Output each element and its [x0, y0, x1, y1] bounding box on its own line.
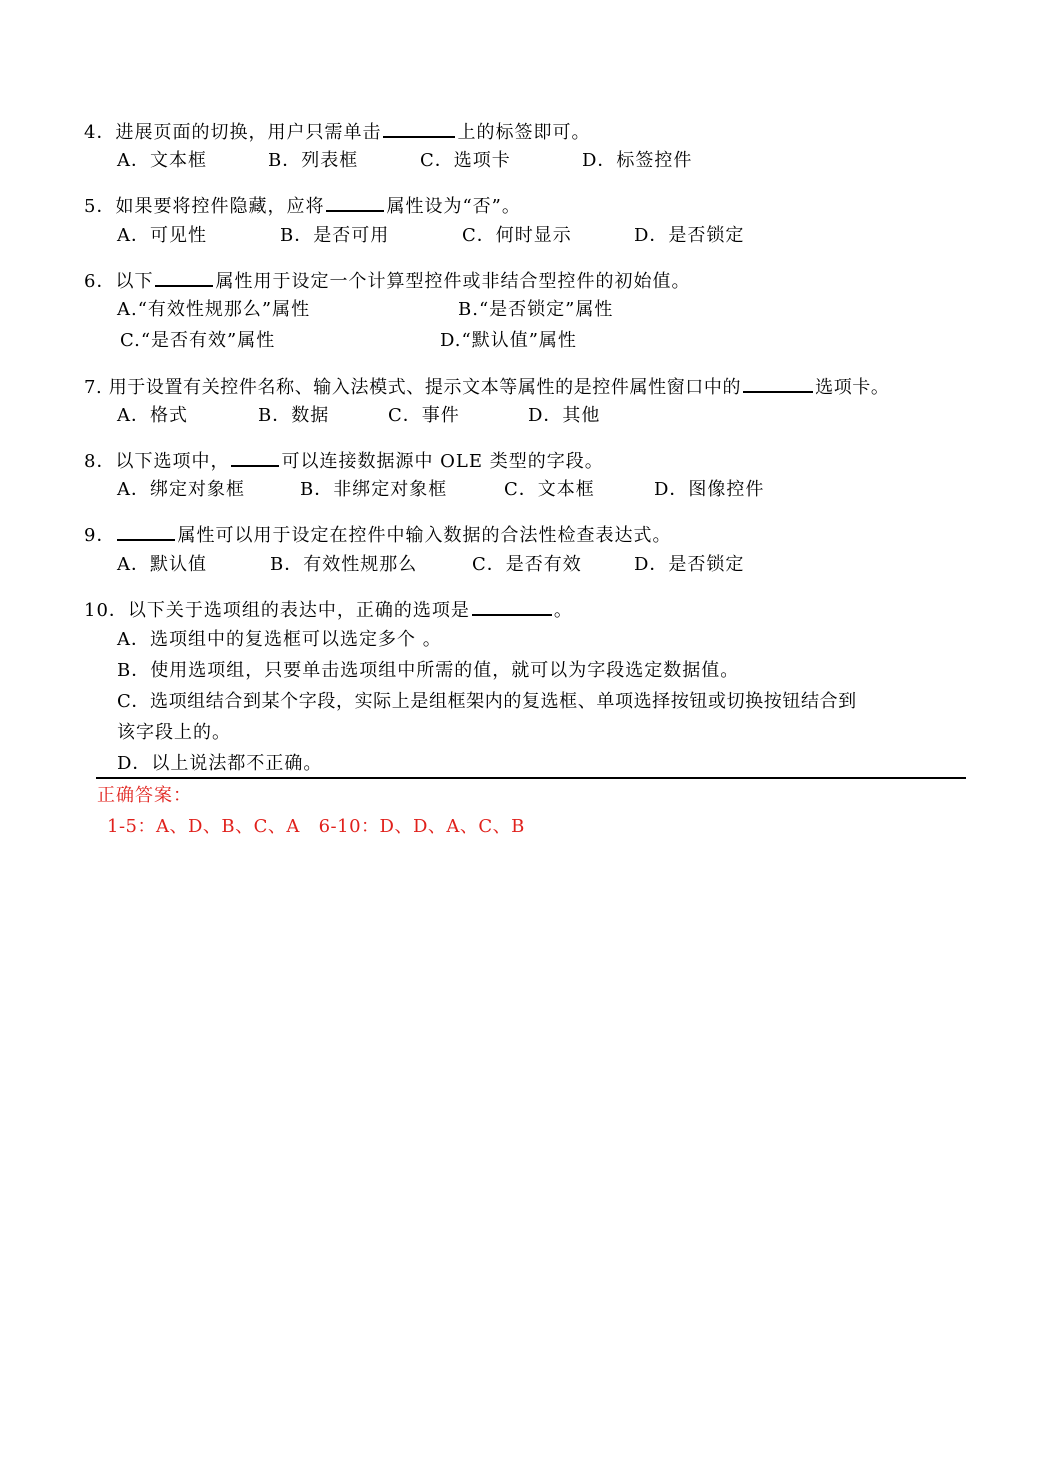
answer-key: 1-5：A、D、B、C、A 6-10：D、D、A、C、B [107, 816, 525, 837]
question-8-option-c: C．文本框 [504, 479, 595, 500]
question-7-option-c: C．事件 [388, 405, 460, 426]
question-stem-text: 属性设为“否”。 [386, 196, 521, 217]
question-9-option-b: B．有效性规那么 [270, 554, 418, 575]
question-9-stem [84, 521, 671, 548]
question-stem-text: 。 [553, 600, 573, 621]
answer-divider [96, 777, 966, 779]
question-stem-text: 4．进展页面的切换，用户只需单击 [84, 122, 382, 143]
question-stem-text: 7. 用于设置有关控件名称、输入法模式、提示文本等属性的是控件属性窗口中的 [84, 377, 742, 398]
question-stem-text: 9． [84, 525, 116, 546]
question-10-option-c: C．选项组结合到某个字段，实际上是组框架内的复选框、单项选择按钮或切换按钮结合到 [117, 691, 857, 712]
question-6-option-c: C.“是否有效”属性 [120, 330, 276, 351]
question-4-option-a: A．文本框 [117, 150, 207, 171]
question-4-option-b: B．列表框 [268, 150, 359, 171]
question-8-stem [84, 447, 604, 474]
question-8-option-b: B．非绑定对象框 [300, 479, 448, 500]
question-5-option-a: A．可见性 [117, 225, 207, 246]
answer-blank [326, 192, 384, 212]
question-stem-text: 属性可以用于设定在控件中输入数据的合法性检查表达式。 [177, 525, 672, 546]
question-5-option-d: D．是否锁定 [634, 225, 745, 246]
question-6-stem [84, 267, 690, 294]
question-6-option-a: A.“有效性规那么”属性 [117, 299, 311, 320]
answer-blank [231, 447, 279, 467]
answer-blank [155, 267, 213, 287]
question-6-option-d: D.“默认值”属性 [440, 330, 577, 351]
question-9-option-a: A．默认值 [117, 554, 207, 575]
answer-blank [383, 118, 455, 138]
question-5-stem [84, 192, 521, 219]
answer-heading: 正确答案： [97, 785, 192, 806]
question-9-option-d: D．是否锁定 [634, 554, 745, 575]
question-10-option-a: A．选项组中的复选框可以选定多个 。 [117, 629, 442, 650]
question-7-option-d: D．其他 [528, 405, 601, 426]
question-stem-text: 10．以下关于选项组的表达中，正确的选项是 [84, 600, 470, 621]
question-stem-text: 6．以下 [84, 271, 154, 292]
answer-blank [472, 596, 552, 616]
question-10-option-b: B．使用选项组，只要单击选项组中所需的值，就可以为字段选定数据值。 [117, 660, 740, 681]
question-10-option-d: D．以上说法都不正确。 [117, 753, 323, 774]
question-4-stem [84, 118, 590, 145]
question-stem-text: 8．以下选项中， [84, 451, 230, 472]
question-5-option-c: C．何时显示 [462, 225, 572, 246]
question-stem-text: 属性用于设定一个计算型控件或非结合型控件的初始值。 [215, 271, 691, 292]
question-4-option-c: C．选项卡 [420, 150, 511, 171]
question-7-option-b: B．数据 [258, 405, 330, 426]
question-stem-text: 选项卡。 [815, 377, 890, 398]
question-10-stem [84, 596, 573, 623]
answer-blank [117, 521, 175, 541]
question-8-option-a: A．绑定对象框 [117, 479, 245, 500]
answer-blank [743, 373, 813, 393]
question-7-stem [84, 373, 890, 400]
question-9-option-c: C．是否有效 [472, 554, 582, 575]
question-6-option-b: B.“是否锁定”属性 [458, 299, 614, 320]
question-stem-text: 可以连接数据源中 OLE 类型的字段。 [281, 451, 604, 472]
question-stem-text: 5．如果要将控件隐藏，应将 [84, 196, 325, 217]
question-4-option-d: D．标签控件 [582, 150, 693, 171]
question-stem-text: 上的标签即可。 [457, 122, 591, 143]
question-5-option-b: B．是否可用 [280, 225, 390, 246]
question-7-option-a: A．格式 [117, 405, 188, 426]
question-10-option-c-continued: 该字段上的。 [117, 722, 231, 743]
question-8-option-d: D．图像控件 [654, 479, 765, 500]
